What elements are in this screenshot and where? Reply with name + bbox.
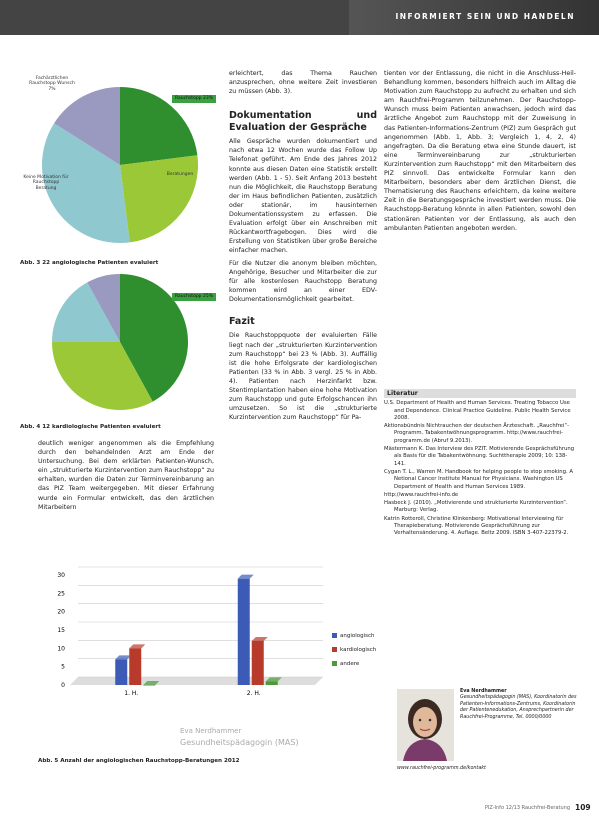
legend-label: andere bbox=[340, 661, 360, 667]
y-tick-label: 25 bbox=[57, 590, 65, 598]
heading-fazit: Fazit bbox=[229, 315, 255, 327]
y-tick-label: 20 bbox=[57, 608, 65, 616]
bar-angiologisch bbox=[115, 659, 127, 685]
literature-ref: Cygan T. L., Warren M. Handbook for helping people to stop smoking. A Netional Cancer Institute Manual for Physicians. Washington US Department of Health and Human Services 1989. bbox=[384, 468, 573, 490]
y-tick-label: 5 bbox=[61, 663, 65, 671]
bar-andere bbox=[266, 681, 278, 685]
page-footer: PIZ-Info 12/13 Rauchfrei-Beratung bbox=[484, 805, 570, 811]
literature-ref: Hasbeck J. (2010). „Motivierende und strukturierte Kurzintervention“. Marburg: Verlag. bbox=[384, 500, 568, 514]
watermark-title: Gesundheitspädagogin (MAS) bbox=[180, 738, 299, 747]
pie-tag-fig3: Rauchstopp 23% bbox=[172, 95, 216, 103]
literature-ref: Katrin Rotteroll, Christine Klinkenberg: Motivational Interviewing für Therapieberatung. Motivierende Gesprächsführung zur Verhaltensänderung. 4. Auflage. Beltz 2009. ISBN 3-407-22379-2. bbox=[384, 515, 569, 537]
literature-ref: http://www.rauchfrei-info.de bbox=[384, 491, 459, 498]
legend-label: kardiologisch bbox=[340, 647, 377, 653]
fig4-caption: Abb. 4 12 kardiologische Patienten evaluiert bbox=[20, 424, 161, 430]
paragraph: Die Rauchstoppquote der evaluierten Fälle liegt nach der „strukturierten Kurzintervention zum Rauchstopp“ bei 23 % (Abb. 3). Auffällig ist die hohe Erfolgsrate der kardiologischen Patienten (33 % in Abb. 3 vergl. 25 % in Abb. 4). Patienten nach Herzinfarkt bzw. Stentimplantation haben eine hohe Motivation zum Rauchstopp und gute Erfolgschancen ihn umzusetzen. So ist die „strukturierte Kurzintervention zum Rauchstopp“ für Pa- bbox=[229, 332, 377, 422]
literature-box bbox=[384, 389, 576, 539]
literature-title: Literatur bbox=[384, 389, 576, 398]
author-description: Gesundheitspädagogin (MAS), Koordinatorin des Patienten-Informations-Zentrums, Koordinatorin der Patientenedukation, Ansprechpartnerin der Rauchfrei-Programme, Tel. 0000/0000 bbox=[460, 695, 577, 720]
bar-andere bbox=[143, 685, 155, 686]
watermark-name: Eva Nerdhammer bbox=[180, 727, 242, 735]
legend-item-andere bbox=[332, 661, 359, 667]
legend-item-kardiologisch bbox=[332, 647, 376, 653]
author-portrait-icon bbox=[397, 689, 454, 761]
author-bio bbox=[460, 689, 580, 721]
x-category-label: 2. H. bbox=[246, 690, 261, 697]
legend-item-angiologisch bbox=[332, 633, 375, 639]
chart-floor bbox=[70, 677, 323, 685]
bar-top bbox=[238, 575, 254, 579]
pie-label-andere: Beratungen bbox=[166, 172, 194, 177]
bar-chart-fig5 bbox=[38, 565, 328, 705]
pie-label-wunsch: Fachärztlichen Rauchstopp Wunsch 7% bbox=[29, 76, 75, 92]
paragraph: Für die Nutzer die anonym bleiben möchten, Angehörige, Besucher und Mitarbeiter die zur für alle kostenlosen Rauchstopp Beratung kommen wird an einer EDV-Dokumentationsmöglichkeit gearbeitet. bbox=[229, 259, 377, 303]
fig3-caption: Abb. 3 22 angiologische Patienten evaluiert bbox=[20, 260, 159, 266]
page-number: 109 bbox=[575, 803, 591, 812]
pie-slice-andere bbox=[120, 155, 198, 242]
legend-label: angiologisch bbox=[340, 633, 375, 639]
pie-label-motivation: Keine Motivation für Rauchstopp Beratung bbox=[23, 175, 69, 191]
pie-tag-fig4: Rauchstopp 25% bbox=[172, 293, 216, 301]
bar-top bbox=[129, 644, 145, 648]
heading-dokumentation: Dokumentation und Evaluation der Gespräche bbox=[229, 110, 377, 133]
bar-angiologisch bbox=[238, 579, 250, 685]
paragraph: tienten vor der Entlassung, die nicht in die Anschluss-Heil-Behandlung kommen, besonders hilfreich auch im Alltag die Motivation zum Rauchstopp zu aufrecht zu erhalten und sich am Rauchfrei-Programm teilzunehmen. Der Rauchstopp-Wunsch muss beim Patienten anwachsen, jedoch wird das ärztliche Angebot zum Rauchstopp mit der Zuweisung in das Patienten-Informations-Zentrum (PIZ) zum Gespräch gut angenommen (Abb. 1, Abb. 3; Vergleich 1, 4, 2, 4) angefragten. Da die Beratung etwa eine Stunde dauert, ist eine Terminvereinbarung zur „strukturierten Kurzintervention zum Rauchstopp“ mit den Mitarbeitern des PIZ sinnvoll. Das entwickelte Formular kann den Mitarbeitern, besonders aber dem ärztlichen Dienst, die Thematisierung des Rauchens erleichtern, da keine weitere Zeit in die Beratungsgespräche investiert werden muss. Die Rauchstopp-Beratung könnte in allen Patienten, sowohl den stationären Patienten vor der Entlassung, als auch den ambulanten Patienten angeboten werden. bbox=[384, 70, 576, 232]
legend-swatch bbox=[332, 647, 337, 652]
author-photo bbox=[397, 689, 454, 761]
column-2 bbox=[229, 69, 377, 422]
y-tick-label: 0 bbox=[61, 682, 65, 689]
literature-ref: Mästermann K. Das Interview des PZIT. Motivierende Gesprächsführung als Basis für die Tabakentwöhnung. Suchttherapie 2009; 10: 138-141. bbox=[384, 446, 575, 467]
legend-swatch bbox=[332, 633, 337, 638]
paragraph: erleichtert, das Thema Rauchen anzusprechen, ohne weitere Zeit investieren zu müssen (Abb. 3). bbox=[229, 70, 377, 96]
literature-ref: Aktionsbündnis Nichtrauchen der deutschen Ärzteschaft. „Rauchfrei“-Programm. Tabakentwöhnungsprogramm. http://www.rauchfrei-programm.de (Abruf 9.2013). bbox=[384, 423, 570, 444]
x-category-label: 1. H. bbox=[124, 690, 139, 697]
bar-kardiologisch bbox=[252, 641, 264, 685]
author-name: Eva Nerdhammer bbox=[460, 689, 507, 694]
paragraph: deutlich weniger angenommen als die Empfehlung durch den behandelnden Arzt am Ende der Untersuchung. Bei dem erklärten Patienten-Wunsch, ein „strukturierte Kurzintervention zum Rauchstopp“ zu erhalten, wurden die Daten zur Terminvereinbarung an das PIZ Team weitergegeben. Mit dieser Erfahrung wurde ein Formular entwickelt, das den ärztlichen Mitarbeitern bbox=[38, 440, 214, 511]
column-3 bbox=[384, 69, 576, 233]
bar-kardiologisch bbox=[129, 648, 141, 685]
y-tick-label: 30 bbox=[57, 572, 65, 579]
page-header bbox=[0, 0, 599, 35]
fig5-caption: Abb. 5 Anzahl der angiologischen Rauchstopp-Beratungen 2012 bbox=[38, 758, 240, 764]
section-title: INFORMIERT SEIN UND HANDELN bbox=[395, 12, 575, 21]
column-1 bbox=[38, 439, 214, 512]
author-contact: www.rauchfrei-programm.de/kontakt bbox=[397, 766, 486, 771]
literature-ref: U.S. Department of Health and Human Services. Treating Tobacco Use and Dependence. Clinical Practice Guideline. Public Health Service 2008. bbox=[384, 400, 571, 421]
legend-swatch bbox=[332, 661, 337, 666]
y-tick-label: 15 bbox=[57, 627, 65, 634]
y-tick-label: 10 bbox=[57, 645, 65, 653]
paragraph: Alle Gespräche wurden dokumentiert und nach etwa 12 Wochen wurde das Follow Up Telefonat geführt. Am Ende des Jahres 2012 konnte aus diesen Daten eine Statistik erstellt werden (Abb. 1 - 5). Seit Anfang 2013 besteht nun die Möglichkeit, die Rauchstopp Beratung der im Haus befindlichen Patienten, zusätzlich oder stationär, im hausinternen Dokumentationssystem zu erfassen. Die Evaluation erfolgt über ein Anschreiben mit Rückantwortfragebogen. Dies wird die Erstellung von Statistiken über große Bereiche einfacher machen. bbox=[229, 138, 377, 255]
